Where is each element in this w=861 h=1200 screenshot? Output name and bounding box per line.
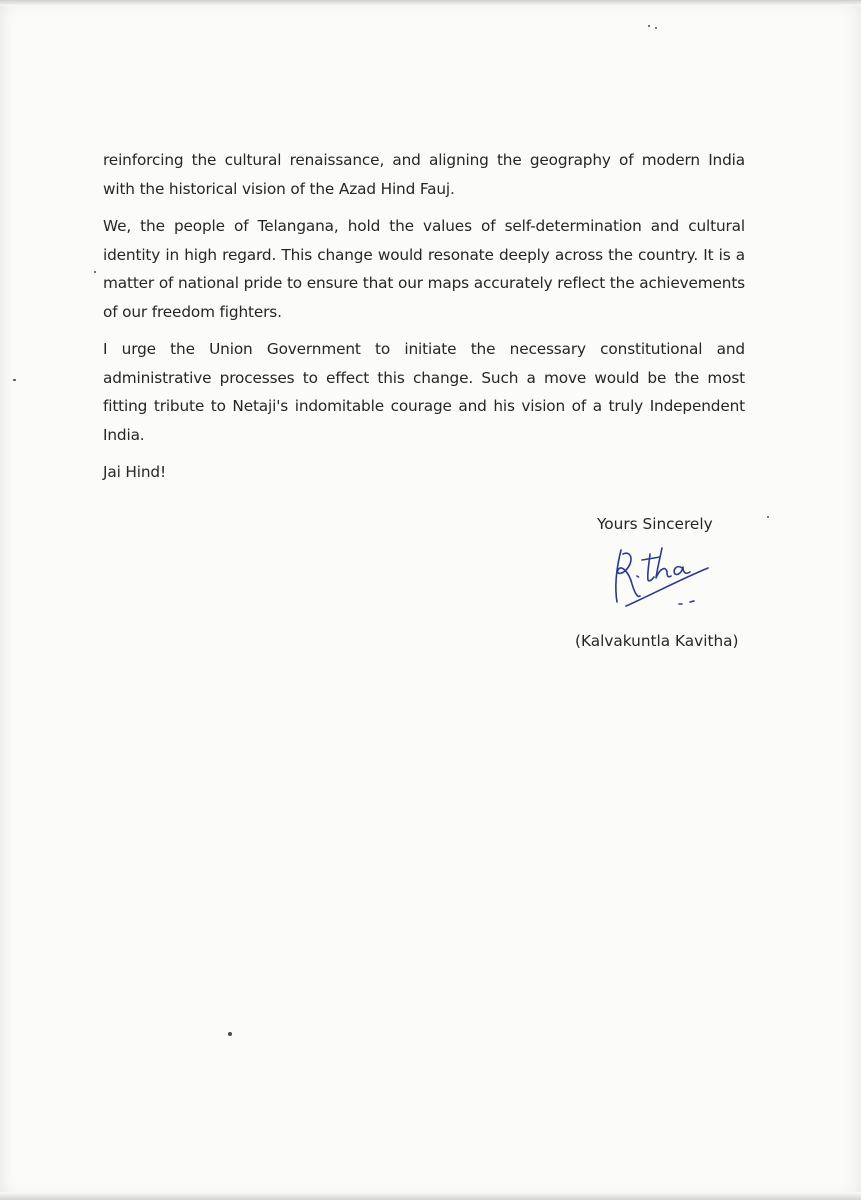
letter-body xyxy=(103,146,745,487)
sign-off: Yours Sincerely xyxy=(597,515,713,533)
scan-speck xyxy=(94,271,96,273)
scan-speck xyxy=(13,379,16,381)
scan-speck xyxy=(228,1032,232,1036)
letter-paragraph-3: I urge the Union Government to initiate the necessary constitutional and administrative processes to effect this change. Such a move would be the most fitting tribute to Netaji's indomitable courage and his vision of a truly Independent India. xyxy=(103,340,745,444)
letter-paragraph-1: reinforcing the cultural renaissance, and aligning the geography of modern India with the historical vision of the Azad Hind Fauj. xyxy=(103,151,745,198)
page-bottom-edge xyxy=(0,1192,861,1200)
scan-speck xyxy=(648,25,650,27)
handwritten-signature-icon xyxy=(604,544,724,616)
scan-speck xyxy=(655,27,657,29)
signatory-name: (Kalvakuntla Kavitha) xyxy=(575,632,739,650)
closing-salutation: Jai Hind! xyxy=(103,463,166,481)
page-top-edge xyxy=(0,0,861,6)
scan-speck xyxy=(767,516,769,518)
letter-paragraph-2: We, the people of Telangana, hold the values of self-determination and cultural identity in high regard. This change would resonate deeply across the country. It is a matter of national pride to ensure that our maps accurately reflect the achievements of our freedom fighters. xyxy=(103,217,745,321)
